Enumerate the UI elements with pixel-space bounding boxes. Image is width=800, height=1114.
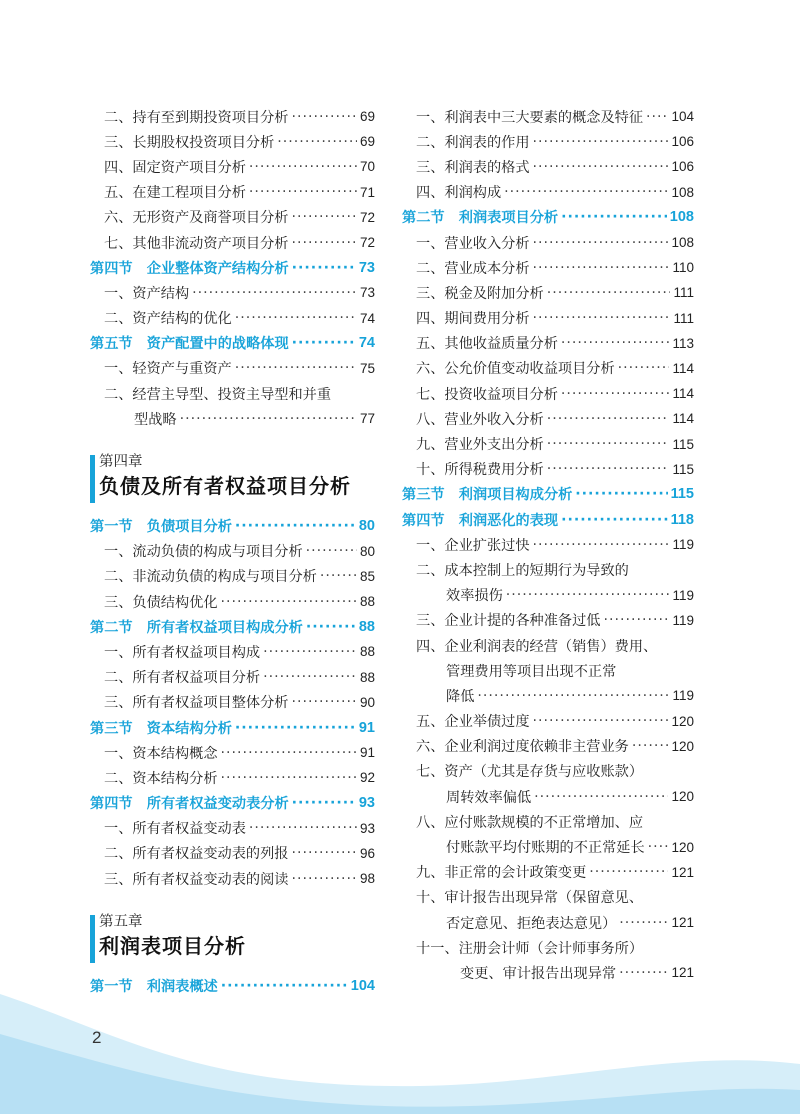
toc-page-number: 88 — [359, 644, 375, 660]
toc-leader-dots — [504, 184, 668, 200]
toc-entry[interactable] — [90, 866, 375, 891]
chapter-heading — [90, 913, 375, 965]
page-number: 2 — [92, 1028, 102, 1047]
toc-entry-title: 十、所得税费用分析 — [416, 462, 544, 479]
toc-entry[interactable] — [90, 154, 375, 179]
toc-entry-title: 二、非流动负债的构成与项目分析 — [104, 569, 317, 586]
toc-entry-title: 一、所有者权益项目构成 — [104, 644, 261, 661]
toc-page-number: 80 — [358, 518, 375, 535]
toc-entry-title: 一、流动负债的构成与项目分析 — [104, 544, 303, 561]
toc-leader-dots — [648, 839, 669, 855]
toc-page-number: 106 — [671, 159, 694, 175]
toc-entry-title: 型战略 — [134, 411, 177, 428]
toc-entry-title: 周转效率偏低 — [446, 789, 532, 806]
toc-page-number: 106 — [671, 134, 694, 150]
toc-entry[interactable] — [90, 539, 375, 564]
toc-entry[interactable] — [402, 431, 694, 456]
toc-leader-dots — [575, 486, 667, 502]
toc-entry[interactable] — [402, 356, 694, 381]
chapter-accent-bar — [90, 455, 95, 503]
toc-page-number: 121 — [671, 915, 694, 931]
toc-leader-dots — [561, 335, 670, 351]
toc-entry-title: 七、资产（尤其是存货与应收账款） — [416, 764, 644, 781]
toc-page-number: 72 — [359, 235, 375, 251]
toc-page-number: 88 — [359, 594, 375, 610]
toc-section-entry[interactable] — [402, 507, 694, 532]
toc-leader-dots — [221, 978, 348, 994]
toc-page-number: 115 — [672, 436, 694, 452]
toc-entry[interactable] — [402, 381, 694, 406]
toc-page-number: 115 — [672, 461, 694, 477]
toc-leader-dots — [291, 235, 357, 251]
toc-entry[interactable] — [402, 180, 694, 205]
toc-page-number: 91 — [358, 719, 375, 736]
toc-entry-title: 一、资产结构 — [104, 285, 190, 302]
toc-entry-title: 四、期间费用分析 — [416, 311, 530, 328]
toc-entry-title: 二、成本控制上的短期行为导致的 — [416, 562, 629, 579]
toc-entry[interactable] — [402, 306, 694, 331]
toc-entry-title: 一、企业扩张过快 — [416, 537, 530, 554]
chapter-label: 第四章 — [99, 454, 143, 471]
toc-page-number: 120 — [671, 839, 694, 855]
toc-entry[interactable] — [402, 457, 694, 482]
toc-leader-dots — [249, 184, 357, 200]
toc-entry-title: 四、固定资产项目分析 — [104, 159, 246, 176]
toc-entry[interactable] — [90, 129, 375, 154]
toc-entry[interactable] — [402, 154, 694, 179]
toc-entry-title: 二、所有者权益变动表的列报 — [104, 846, 289, 863]
toc-page-number: 92 — [359, 770, 375, 786]
toc-entry-title: 二、资产结构的优化 — [104, 311, 232, 328]
toc-entry-title: 十、审计报告出现异常（保留意见、 — [416, 890, 644, 907]
toc-leader-dots — [533, 310, 671, 326]
toc-leader-dots — [277, 134, 357, 150]
toc-leader-dots — [291, 209, 357, 225]
toc-leader-dots — [534, 789, 668, 805]
toc-leader-dots — [618, 360, 670, 376]
toc-entry-title: 第四节 利润恶化的表现 — [402, 512, 559, 529]
toc-page-number: 93 — [359, 820, 375, 836]
toc-entry-title: 三、利润表的格式 — [416, 159, 530, 176]
toc-page-number: 85 — [359, 568, 375, 584]
toc-leader-dots — [180, 411, 357, 427]
toc-entry[interactable] — [90, 564, 375, 589]
toc-leader-dots — [533, 134, 669, 150]
toc-entry-continuation[interactable] — [402, 583, 694, 608]
toc-entry-title: 七、投资收益项目分析 — [416, 386, 558, 403]
toc-leader-dots — [291, 845, 357, 861]
toc-page-number: 113 — [672, 335, 694, 351]
toc-entry[interactable] — [90, 381, 375, 406]
toc-page-number: 114 — [672, 360, 694, 376]
toc-leader-dots — [533, 235, 669, 251]
toc-page-number: 73 — [359, 285, 375, 301]
toc-leader-dots — [547, 436, 670, 452]
toc-entry-title: 二、利润表的作用 — [416, 134, 530, 151]
toc-leader-dots — [533, 713, 669, 729]
toc-page-number: 120 — [671, 738, 694, 754]
toc-leader-dots — [235, 360, 357, 376]
toc-leader-dots — [235, 518, 356, 534]
toc-leader-dots — [292, 335, 356, 351]
toc-section-entry[interactable] — [90, 513, 375, 538]
toc-entry-title: 否定意见、拒绝表达意见） — [446, 915, 617, 932]
toc-page-number: 96 — [359, 845, 375, 861]
toc-entry-title: 三、长期股权投资项目分析 — [104, 134, 275, 151]
toc-entry-continuation[interactable] — [402, 784, 694, 809]
toc-entry-title: 八、营业外收入分析 — [416, 411, 544, 428]
toc-page-number: 88 — [359, 669, 375, 685]
toc-page-number: 108 — [669, 209, 694, 226]
toc-entry[interactable] — [402, 406, 694, 431]
toc-page-number: 120 — [671, 713, 694, 729]
toc-entry-title: 五、其他收益质量分析 — [416, 336, 558, 353]
toc-entry[interactable] — [90, 356, 375, 381]
toc-entry[interactable] — [90, 740, 375, 765]
toc-entry[interactable] — [402, 557, 694, 582]
toc-entry-title: 降低 — [446, 688, 475, 705]
toc-leader-dots — [320, 568, 357, 584]
toc-entry-title: 第五节 资产配置中的战略体现 — [90, 336, 289, 353]
toc-entry[interactable] — [402, 709, 694, 734]
toc-entry[interactable] — [90, 589, 375, 614]
toc-entry[interactable] — [402, 608, 694, 633]
toc-entry[interactable] — [402, 280, 694, 305]
toc-left-column — [90, 104, 375, 998]
toc-leader-dots — [291, 109, 357, 125]
toc-entry[interactable] — [402, 104, 694, 129]
toc-page-number: 98 — [359, 871, 375, 887]
toc-entry-continuation[interactable] — [402, 910, 694, 935]
toc-page-number: 104 — [350, 977, 375, 994]
toc-section-entry[interactable] — [90, 715, 375, 740]
toc-leader-dots — [561, 209, 667, 225]
toc-leader-dots — [221, 745, 357, 761]
toc-entry[interactable] — [402, 129, 694, 154]
toc-entry[interactable] — [90, 280, 375, 305]
toc-entry-title: 一、所有者权益变动表 — [104, 821, 246, 838]
toc-leader-dots — [306, 543, 357, 559]
toc-leader-dots — [533, 537, 670, 553]
toc-entry[interactable] — [90, 180, 375, 205]
toc-entry-title: 二、资本结构分析 — [104, 770, 218, 787]
toc-entry-title: 七、其他非流动资产项目分析 — [104, 235, 289, 252]
toc-leader-dots — [533, 159, 669, 175]
toc-entry-title: 二、经营主导型、投资主导型和并重 — [104, 386, 332, 403]
toc-entry-title: 第二节 利润表项目分析 — [402, 210, 559, 227]
toc-entry[interactable] — [90, 665, 375, 690]
toc-entry[interactable] — [402, 633, 694, 658]
toc-entry-title: 第四节 所有者权益变动表分析 — [90, 796, 289, 813]
toc-leader-dots — [192, 285, 357, 301]
toc-leader-dots — [561, 386, 670, 402]
toc-section-entry[interactable] — [90, 614, 375, 639]
toc-entry[interactable] — [402, 809, 694, 834]
toc-page-number: 114 — [672, 386, 694, 402]
toc-leader-dots — [249, 159, 357, 175]
toc-page-number: 119 — [672, 612, 694, 628]
toc-entry-title: 效率损伤 — [446, 588, 503, 605]
chapter-heading — [90, 453, 375, 505]
toc-page-number: 91 — [359, 745, 375, 761]
toc-entry-continuation[interactable] — [402, 834, 694, 859]
toc-page-number: 110 — [672, 260, 694, 276]
toc-entry-title: 二、持有至到期投资项目分析 — [104, 109, 289, 126]
toc-group — [90, 513, 375, 891]
toc-page-number: 72 — [359, 209, 375, 225]
toc-entry[interactable] — [402, 935, 694, 960]
toc-leader-dots — [477, 688, 669, 704]
toc-entry-continuation[interactable] — [402, 960, 694, 985]
toc-leader-dots — [506, 587, 670, 603]
toc-page-number: 111 — [673, 310, 694, 326]
chapter-accent-bar — [90, 915, 95, 963]
toc-entry[interactable] — [90, 104, 375, 129]
toc-leader-dots — [221, 770, 357, 786]
toc-entry-title: 一、资本结构概念 — [104, 745, 218, 762]
toc-entry[interactable] — [90, 841, 375, 866]
toc-entry[interactable] — [90, 306, 375, 331]
toc-page-number: 75 — [359, 360, 375, 376]
toc-page-number: 69 — [359, 109, 375, 125]
toc-entry[interactable] — [90, 765, 375, 790]
toc-entry-title: 三、负债结构优化 — [104, 594, 218, 611]
toc-page-number: 119 — [672, 587, 694, 603]
toc-page-number: 120 — [671, 789, 694, 805]
toc-entry-title: 一、利润表中三大要素的概念及特征 — [416, 109, 644, 126]
toc-entry[interactable] — [402, 885, 694, 910]
toc-leader-dots — [547, 411, 670, 427]
toc-leader-dots — [561, 512, 668, 528]
toc-page-number: 118 — [670, 511, 694, 528]
toc-leader-dots — [292, 260, 356, 276]
toc-page-number: 90 — [359, 694, 375, 710]
toc-page-number: 108 — [671, 184, 694, 200]
toc-entry-title: 第三节 资本结构分析 — [90, 720, 232, 737]
decorative-wave — [0, 994, 800, 1114]
toc-entry-title: 三、税金及附加分析 — [416, 285, 544, 302]
toc-entry-title: 第二节 所有者权益项目构成分析 — [90, 619, 303, 636]
toc-entry-title: 付账款平均付账期的不正常延长 — [446, 840, 645, 857]
toc-entry-title: 六、企业利润过度依赖非主营业务 — [416, 739, 629, 756]
toc-entry-title: 管理费用等项目出现不正常 — [446, 663, 617, 680]
toc-entry[interactable] — [402, 331, 694, 356]
toc-page-number: 74 — [359, 310, 375, 326]
chapter-label: 第五章 — [99, 914, 143, 931]
toc-page-number: 77 — [359, 411, 375, 427]
toc-leader-dots — [603, 612, 669, 628]
toc-entry-title: 六、公允价值变动收益项目分析 — [416, 361, 615, 378]
toc-entry[interactable] — [90, 690, 375, 715]
toc-leader-dots — [533, 260, 670, 276]
toc-entry-title: 二、营业成本分析 — [416, 260, 530, 277]
toc-entry-continuation[interactable] — [402, 683, 694, 708]
toc-entry-title: 一、营业收入分析 — [416, 235, 530, 252]
toc-entry-continuation[interactable] — [90, 406, 375, 431]
toc-entry-title: 第一节 利润表概述 — [90, 978, 218, 995]
toc-leader-dots — [263, 644, 357, 660]
toc-section-entry[interactable] — [402, 482, 694, 507]
toc-leader-dots — [589, 864, 668, 880]
toc-entry-title: 二、所有者权益项目分析 — [104, 670, 261, 687]
chapter-title: 负债及所有者权益项目分析 — [99, 474, 351, 499]
toc-group — [90, 104, 375, 431]
toc-leader-dots — [619, 915, 668, 931]
toc-entry-title: 变更、审计报告出现异常 — [460, 965, 617, 982]
toc-page-number: 119 — [672, 537, 694, 553]
toc-entry-title: 六、无形资产及商誉项目分析 — [104, 210, 289, 227]
toc-leader-dots — [646, 109, 668, 125]
toc-page-number: 80 — [359, 543, 375, 559]
toc-entry-continuation[interactable] — [402, 658, 694, 683]
toc-leader-dots — [249, 820, 357, 836]
toc-leader-dots — [235, 310, 357, 326]
toc-entry-title: 三、所有者权益变动表的阅读 — [104, 871, 289, 888]
toc-section-entry[interactable] — [90, 255, 375, 280]
toc-page-number: 93 — [358, 795, 375, 812]
toc-leader-dots — [632, 738, 669, 754]
toc-section-entry[interactable] — [402, 205, 694, 230]
toc-leader-dots — [547, 461, 670, 477]
toc-leader-dots — [263, 669, 357, 685]
toc-page-number: 121 — [671, 864, 694, 880]
toc-entry[interactable] — [90, 639, 375, 664]
toc-page-number: 69 — [359, 134, 375, 150]
toc-entry-title: 第三节 利润项目构成分析 — [402, 487, 573, 504]
toc-leader-dots — [235, 720, 356, 736]
toc-entry-title: 三、所有者权益项目整体分析 — [104, 695, 289, 712]
toc-section-entry[interactable] — [90, 791, 375, 816]
toc-page-number: 115 — [670, 486, 694, 503]
toc-page-number: 104 — [671, 109, 694, 125]
toc-entry-title: 九、营业外支出分析 — [416, 437, 544, 454]
toc-leader-dots — [306, 619, 356, 635]
toc-page-number: 74 — [358, 335, 375, 352]
toc-page-number: 119 — [672, 688, 694, 704]
toc-leader-dots — [221, 594, 357, 610]
toc-entry-title: 三、企业计提的各种准备过低 — [416, 613, 601, 630]
toc-entry[interactable] — [90, 205, 375, 230]
toc-section-entry[interactable] — [90, 331, 375, 356]
toc-right-column — [402, 104, 694, 986]
toc-page-number: 114 — [672, 411, 694, 427]
toc-entry[interactable] — [90, 816, 375, 841]
toc-entry-title: 第一节 负债项目分析 — [90, 519, 232, 536]
toc-entry[interactable] — [402, 230, 694, 255]
toc-page-number: 71 — [359, 184, 375, 200]
toc-entry[interactable] — [402, 860, 694, 885]
toc-page-number: 70 — [359, 159, 375, 175]
toc-entry[interactable] — [402, 255, 694, 280]
toc-page-number: 108 — [671, 235, 694, 251]
toc-entry[interactable] — [90, 230, 375, 255]
toc-leader-dots — [291, 694, 357, 710]
toc-leader-dots — [291, 871, 357, 887]
toc-entry-title: 五、企业举债过度 — [416, 714, 530, 731]
toc-entry-title: 九、非正常的会计政策变更 — [416, 865, 587, 882]
toc-page-number: 121 — [671, 965, 694, 981]
chapter-title: 利润表项目分析 — [99, 934, 246, 959]
toc-leader-dots — [292, 795, 356, 811]
toc-page-number: 73 — [358, 259, 375, 276]
toc-leader-dots — [619, 965, 668, 981]
toc-entry-title: 十一、注册会计师（会计师事务所） — [416, 940, 644, 957]
toc-entry[interactable] — [402, 734, 694, 759]
toc-entry[interactable] — [402, 532, 694, 557]
toc-entry[interactable] — [402, 759, 694, 784]
toc-entry-title: 第四节 企业整体资产结构分析 — [90, 260, 289, 277]
toc-leader-dots — [547, 285, 671, 301]
toc-entry-title: 八、应付账款规模的不正常增加、应 — [416, 814, 644, 831]
toc-entry-title: 四、企业利润表的经营（销售）费用、 — [416, 638, 658, 655]
toc-page-number: 111 — [673, 285, 694, 301]
toc-entry-title: 一、轻资产与重资产 — [104, 361, 232, 378]
toc-entry-title: 四、利润构成 — [416, 185, 502, 202]
toc-entry-title: 五、在建工程项目分析 — [104, 185, 246, 202]
toc-page-number: 88 — [358, 618, 375, 635]
